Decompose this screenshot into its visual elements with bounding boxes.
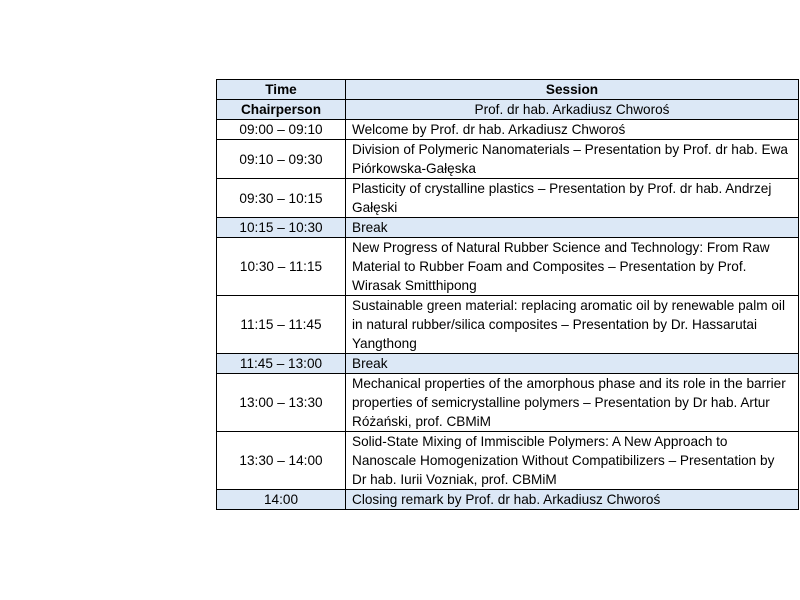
row-time: 10:15 – 10:30 — [217, 218, 346, 238]
row-session: Division of Polymeric Nanomaterials – Presentation by Prof. dr hab. Ewa Piórkowska-Gałęska — [346, 140, 799, 179]
break-row — [217, 218, 799, 238]
table-row — [217, 179, 799, 218]
row-time: 09:30 – 10:15 — [217, 179, 346, 218]
row-session: Plasticity of crystalline plastics – Presentation by Prof. dr hab. Andrzej Gałęski — [346, 179, 799, 218]
row-time: 14:00 — [217, 490, 346, 510]
row-session: Closing remark by Prof. dr hab. Arkadiusz Chworoś — [346, 490, 799, 510]
break-row — [217, 354, 799, 374]
row-session: Welcome by Prof. dr hab. Arkadiusz Chworoś — [346, 120, 799, 140]
row-session: Mechanical properties of the amorphous phase and its role in the barrier properties of semicrystalline polymers – Presentation by Dr hab. Artur Różański, prof. CBMiM — [346, 374, 799, 432]
row-session: Break — [346, 354, 799, 374]
row-time: 13:00 – 13:30 — [217, 374, 346, 432]
table-row — [217, 432, 799, 490]
row-session: Break — [346, 218, 799, 238]
closing-row — [217, 490, 799, 510]
table-row — [217, 140, 799, 179]
session-column-header: Session — [346, 80, 799, 100]
chairperson-row — [217, 100, 799, 120]
chairperson-name: Prof. dr hab. Arkadiusz Chworoś — [346, 100, 799, 120]
chairperson-label: Chairperson — [217, 100, 346, 120]
row-time: 10:30 – 11:15 — [217, 238, 346, 296]
row-time: 09:00 – 09:10 — [217, 120, 346, 140]
header-row — [217, 80, 799, 100]
row-time: 11:15 – 11:45 — [217, 296, 346, 354]
schedule-table — [216, 79, 799, 510]
row-session: Solid-State Mixing of Immiscible Polymers: A New Approach to Nanoscale Homogenization Without Compatibilizers – Presentation by Dr hab. Iurii Vozniak, prof. CBMiM — [346, 432, 799, 490]
row-session: New Progress of Natural Rubber Science and Technology: From Raw Material to Rubber Foam and Composites – Presentation by Prof. Wirasak Smitthipong — [346, 238, 799, 296]
row-time: 11:45 – 13:00 — [217, 354, 346, 374]
row-time: 09:10 – 09:30 — [217, 140, 346, 179]
table-row — [217, 296, 799, 354]
table-row — [217, 120, 799, 140]
table-row — [217, 374, 799, 432]
row-session: Sustainable green material: replacing aromatic oil by renewable palm oil in natural rubber/silica composites – Presentation by Dr. Hassarutai Yangthong — [346, 296, 799, 354]
table-row — [217, 238, 799, 296]
time-column-header: Time — [217, 80, 346, 100]
row-time: 13:30 – 14:00 — [217, 432, 346, 490]
